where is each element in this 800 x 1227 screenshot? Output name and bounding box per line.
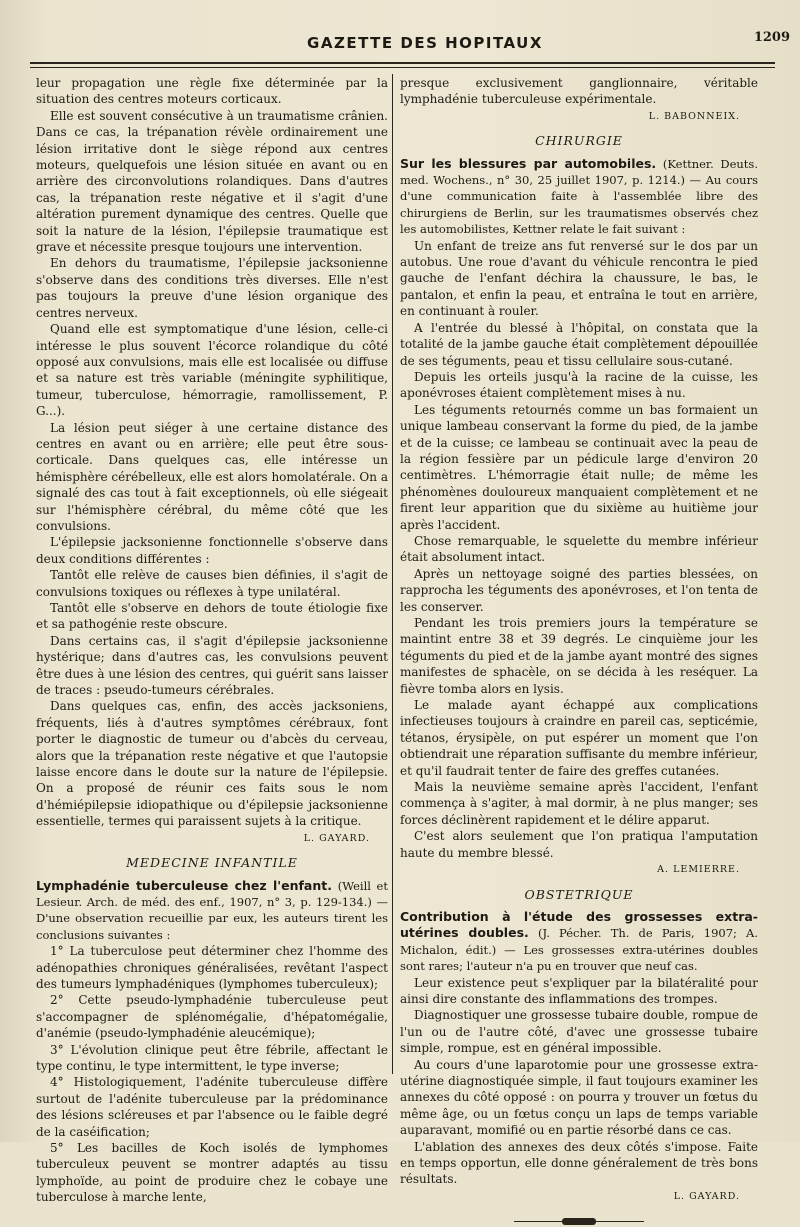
paragraph: En dehors du traumatisme, l'épilepsie jacksonienne s'observe dans des conditions très diverses. Elle n'est pas toujours la preuve d'une lésion organique des centres nerveux. [36,256,388,320]
paragraph: A l'entrée du blessé à l'hôpital, on constata que la totalité de la jambe gauche était complètement dépouillée de ses téguments, peau et tissu cellulaire sous-cutané. [400,320,758,368]
paragraph: La lésion peut siéger à une certaine distance des centres en avant ou en arrière; elle peut être sous-corticale. Dans quelques cas, elle intéresse un hémisphère cérébelleux, elle est alors homolatérale. On a signalé des cas tout à fait exceptionnels, où elle siégeait sur l'hémisphère cérébral, du même côté que les convulsions. [36,420,388,533]
paragraph: Le malade ayant échappé aux complications infectieuses toujours à craindre en pareil cas, septicémie, tétanos, érysipèle, on put espérer un moment que l'on obtiendrait une réparation suffisante du membre inférieur, et qu'il faudrait tenter de faire des greffes cutanées. [400,698,759,778]
paragraph: 5° Les bacilles de Koch isolés de lymphomes tuberculeux peuvent se montrer adaptés au tissu lymphoïde, au point de produire chez le cobaye une tuberculose à marche lente, [36,1141,388,1205]
paragraph: Les téguments retournés comme un bas formaient un unique lambeau conservant la forme du pied, de la jambe et de la cuisse; ce lambeau se continuait avec la peau de la région fessière par un pédicule large d'environ 20 centimètres. L'hémorragie était nulle; de même les phénomènes douloureux manquaient complètement et ne firent leur apparition que du sixième au huitième jour après l'accident. [400,402,758,532]
article-title: Contribution à l'étude des grossesses extra-utérines doubles. [400,908,758,941]
paragraph: 4° Histologiquement, l'adénite tuberculeuse diffère surtout de l'adénite tuberculeuse par la prédominance des lésions scléreuses et par l'absence ou le faible degré de la caséification; [36,1075,388,1139]
paragraph: Leur existence peut s'expliquer par la bilatéralité pour ainsi dire constante des inflammations des trompes. [400,975,758,1006]
page-number: 1209 [753,30,790,45]
author-signature: L. GAYARD. [303,832,370,844]
paragraph: L'épilepsie jacksonienne fonctionnelle s'observe dans deux conditions différentes : [36,535,388,566]
paragraph: Tantôt elle relève de causes bien définies, il s'agit de convulsions toxiques ou réflexes à type unilatéral. [36,568,388,599]
article-title: Lymphadénie tuberculeuse chez l'enfant. [36,877,332,893]
journal-title: GAZETTE DES HOPITAUX [307,34,543,52]
article-lead [36,878,388,944]
page-header [30,28,790,58]
section-heading-obstetrique: OBSTETRIQUE [524,886,634,902]
author-signature: L. BABONNEIX. [648,110,740,122]
author-signature: A. LEMIERRE. [657,864,740,876]
paragraph: Après un nettoyage soigné des parties blessées, on rapprocha les téguments des aponévroses, et l'on tenta de les conserver. [400,566,758,614]
article-lead [400,156,758,238]
end-ornament [514,1217,644,1227]
paragraph: leur propagation une règle fixe déterminée par la situation des centres moteurs corticaux. [36,76,388,107]
left-column [36,75,388,1206]
article-reference: (Kettner. Deuts. med. Wochens., n° 30, 25 juillet 1907, p. 1214.) — Au cours d'une communication faite à l'assemblée libre des chirurgiens de Berlin, sur les traumatismes observés chez les automobilistes, Kettner relate le fait suivant : [400,156,758,237]
paragraph: Mais la neuvième semaine après l'accident, l'enfant commença à s'agiter, à mal dormir, à ne plus manger; ses forces déclinèrent rapidement et le délire apparut. [400,780,758,827]
paragraph: Quand elle est symptomatique d'une lésion, celle-ci intéresse le plus souvent l'écorce rolandique du côté opposé aux convulsions, mais elle est localisée ou diffuse et sa nature est très variable (méningite syphilitique, tumeur, tuberculose, hémorragie, ramollissement, P. G...). [36,322,388,419]
paragraph: L'ablation des annexes des deux côtés s'impose. Faite en temps opportun, elle donne généralement de très bons résultats. [400,1139,758,1187]
paragraph: Un enfant de treize ans fut renversé sur le dos par un autobus. Une roue d'avant du véhicule rencontra le pied gauche de l'enfant déchira la chaussure, le bas, le pantalon, et enfin la peau, et entraîna le tout en arrière, en continuant à rouler. [400,238,758,319]
section-heading-chirurgie: CHIRURGIE [535,133,623,149]
paragraph: Depuis les orteils jusqu'à la racine de la cuisse, les aponévroses étaient complètement mises à nu. [400,369,758,401]
paragraph: Dans quelques cas, enfin, des accès jacksoniens, fréquents, liés à d'autres symptômes cérébraux, font porter le diagnostic de tumeur ou d'abcès du cerveau, alors que la trépanation reste négative et que l'autopsie laisse encore dans le doute sur la nature de l'épilepsie. On a proposé de réunir ces faits sous le nom d'hémiépilepsie idiopathique ou d'épilepsie jacksonienne essentielle, termes qui paraissent sujets à la critique. [36,699,388,829]
paragraph: Diagnostiquer une grossesse tubaire double, rompue de l'un ou de l'autre côté, d'avec une grossesse tubaire simple, rompue, est en général impossible. [400,1008,758,1056]
paragraph: Dans certains cas, il s'agit d'épilepsie jacksonienne hystérique; dans d'autres cas, les convulsions peuvent être dues à une lésion des centres, qui guérit sans laisser de traces : pseudo-tumeurs cérébrales. [36,633,388,698]
header-rule [30,62,775,64]
paragraph: 2° Cette pseudo-lymphadénie tuberculeuse peut s'accompagner de splénomégalie, d'hépatomégalie, d'anémie (pseudo-lymphadénie aleucémique); [36,993,388,1041]
section-heading-medecine-infantile: MEDECINE INFANTILE [126,855,298,871]
header-rule-thin [30,67,775,68]
paragraph: presque exclusivement ganglionnaire, véritable lymphadénie tuberculeuse expérimentale. [400,76,758,107]
article-reference: (J. Pécher. Th. de Paris, 1907; A. Michalon, édit.) — Les grossesses extra-utérines doubles sont rares; l'auteur n'a pu en trouver que neuf cas. [400,926,758,974]
column-divider [392,74,393,1074]
paragraph: Elle est souvent consécutive à un traumatisme crânien. Dans ce cas, la trépanation révèle ordinairement une lésion irritative dont le siège répond aux centres moteurs, quelquefois une lésion située en avant ou en arrière des circonvolutions rolandiques. Dans d'autres cas, la trépanation reste négative et il s'agit d'une altération purement dynamique des centres. Quelle que soit la nature de la lésion, l'épilepsie traumatique est grave et nécessite presque toujours une intervention. [36,108,388,255]
article-title: Sur les blessures par automobiles. [400,155,657,171]
right-column [400,75,758,1227]
paragraph: 1° La tuberculose peut déterminer chez l'homme des adénopathies chroniques généralisées, revêtant l'aspect des tumeurs lymphadéniques (lymphomes tuberculeux); [36,944,388,991]
article-reference: (Weill et Lesieur. Arch. de méd. des enf., 1907, n° 3, p. 129-134.) — D'une observation recueillie par eux, les auteurs tirent les conclusions suivantes : [36,878,388,942]
paragraph: 3° L'évolution clinique peut être fébrile, affectant le type continu, le type intermittent, le type inverse; [36,1042,388,1073]
article-lead [400,909,758,975]
paragraph: Tantôt elle s'observe en dehors de toute étiologie fixe et sa pathogénie reste obscure. [36,601,388,632]
paragraph: Au cours d'une laparotomie pour une grossesse extra-utérine diagnostiquée simple, il faut toujours examiner les annexes du côté opposé : on pourra y trouver un fœtus du même âge, ou un fœtus conçu un laps de temps variable auparavant, momifié ou en partie résorbé dans ce cas. [400,1057,758,1138]
ornament-center [562,1218,596,1225]
author-signature: L. GAYARD. [673,1190,740,1202]
paragraph: Chose remarquable, le squelette du membre inférieur était absolument intact. [400,533,758,565]
paragraph: C'est alors seulement que l'on pratiqua l'amputation haute du membre blessé. [400,829,758,860]
paragraph: Pendant les trois premiers jours la température se maintint entre 38 et 39 degrés. Le cinquième jour les téguments du pied et de la jambe ayant montré des signes manifestes de sphacèle, on se décida à les reséquer. La fièvre tomba alors en lysis. [400,616,758,696]
